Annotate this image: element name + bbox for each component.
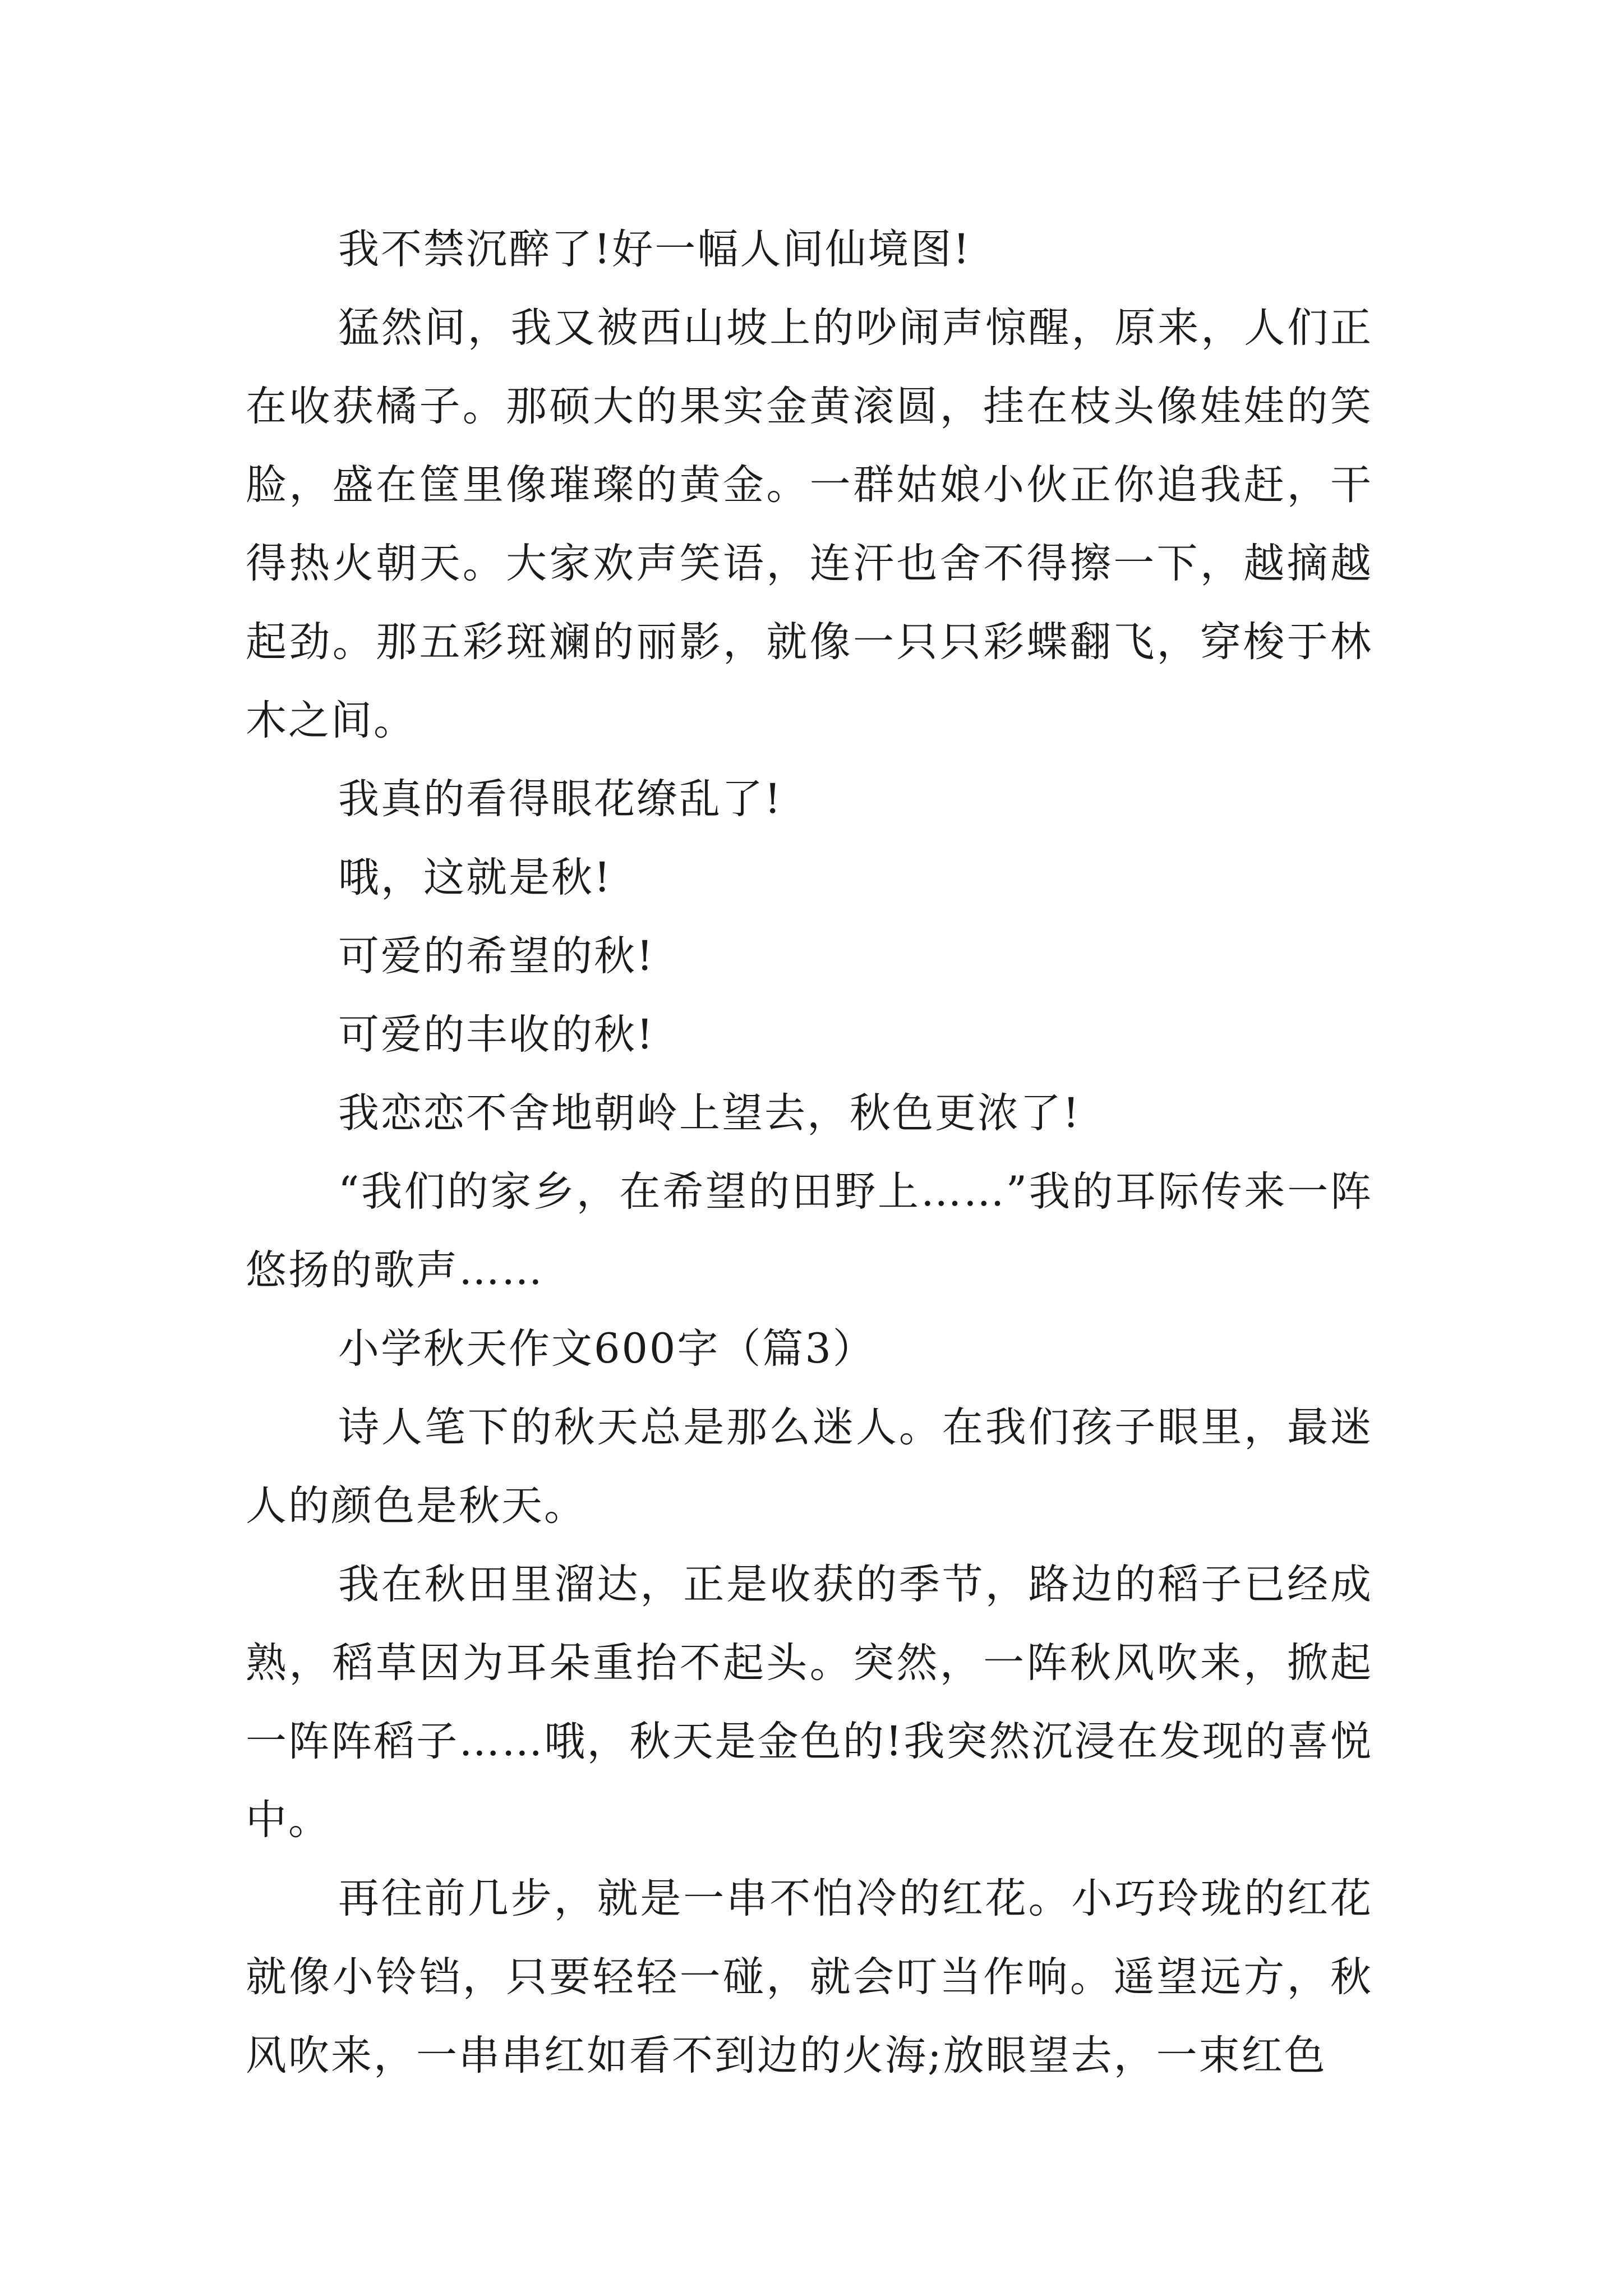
paragraph: 再往前几步，就是一串不怕冷的红花。小巧玲珑的红花就像小铃铛，只要轻轻一碰，就会叮当作响。遥望远方，秋风吹来，一串串红如看不到边的火海;放眼望去，一束红色 bbox=[246, 1875, 1373, 2079]
paragraph: 可爱的丰收的秋! bbox=[338, 1011, 655, 1059]
paragraph: 猛然间，我又被西山坡上的吵闹声惊醒，原来，人们正在收获橘子。那硕大的果实金黄滚圆，挂在枝头像娃娃的笑脸，盛在筐里像璀璨的黄金。一群姑娘小伙正你追我赶，干得热火朝天。大家欢声笑语，连汗也舍不得擦一下，越摘越起劲。那五彩斑斓的丽影，就像一只只彩蝶翻飞，穿梭于林木之间。 bbox=[246, 304, 1373, 744]
paragraph: 我不禁沉醉了!好一幅人间仙境图! bbox=[338, 226, 971, 273]
paragraph: “我们的家乡，在希望的田野上……”我的耳际传来一阵悠扬的歌声…… bbox=[246, 1168, 1373, 1294]
paragraph: 我恋恋不舍地朝岭上望去，秋色更浓了! bbox=[338, 1089, 1081, 1137]
paragraph: 可爱的希望的秋! bbox=[338, 932, 655, 980]
section-heading: 小学秋天作文600字（篇3） bbox=[338, 1325, 875, 1373]
paragraph: 我在秋田里溜达，正是收获的季节，路边的稻子已经成熟，稻草因为耳朵重抬不起头。突然，一阵秋风吹来，掀起一阵阵稻子……哦，秋天是金色的!我突然沉浸在发现的喜悦中。 bbox=[246, 1561, 1373, 1844]
paragraph: 哦，这就是秋! bbox=[338, 854, 612, 901]
paragraph: 诗人笔下的秋天总是那么迷人。在我们孩子眼里，最迷人的颜色是秋天。 bbox=[246, 1404, 1373, 1530]
paragraph: 我真的看得眼花缭乱了! bbox=[338, 775, 783, 823]
document-body bbox=[246, 210, 1373, 2095]
